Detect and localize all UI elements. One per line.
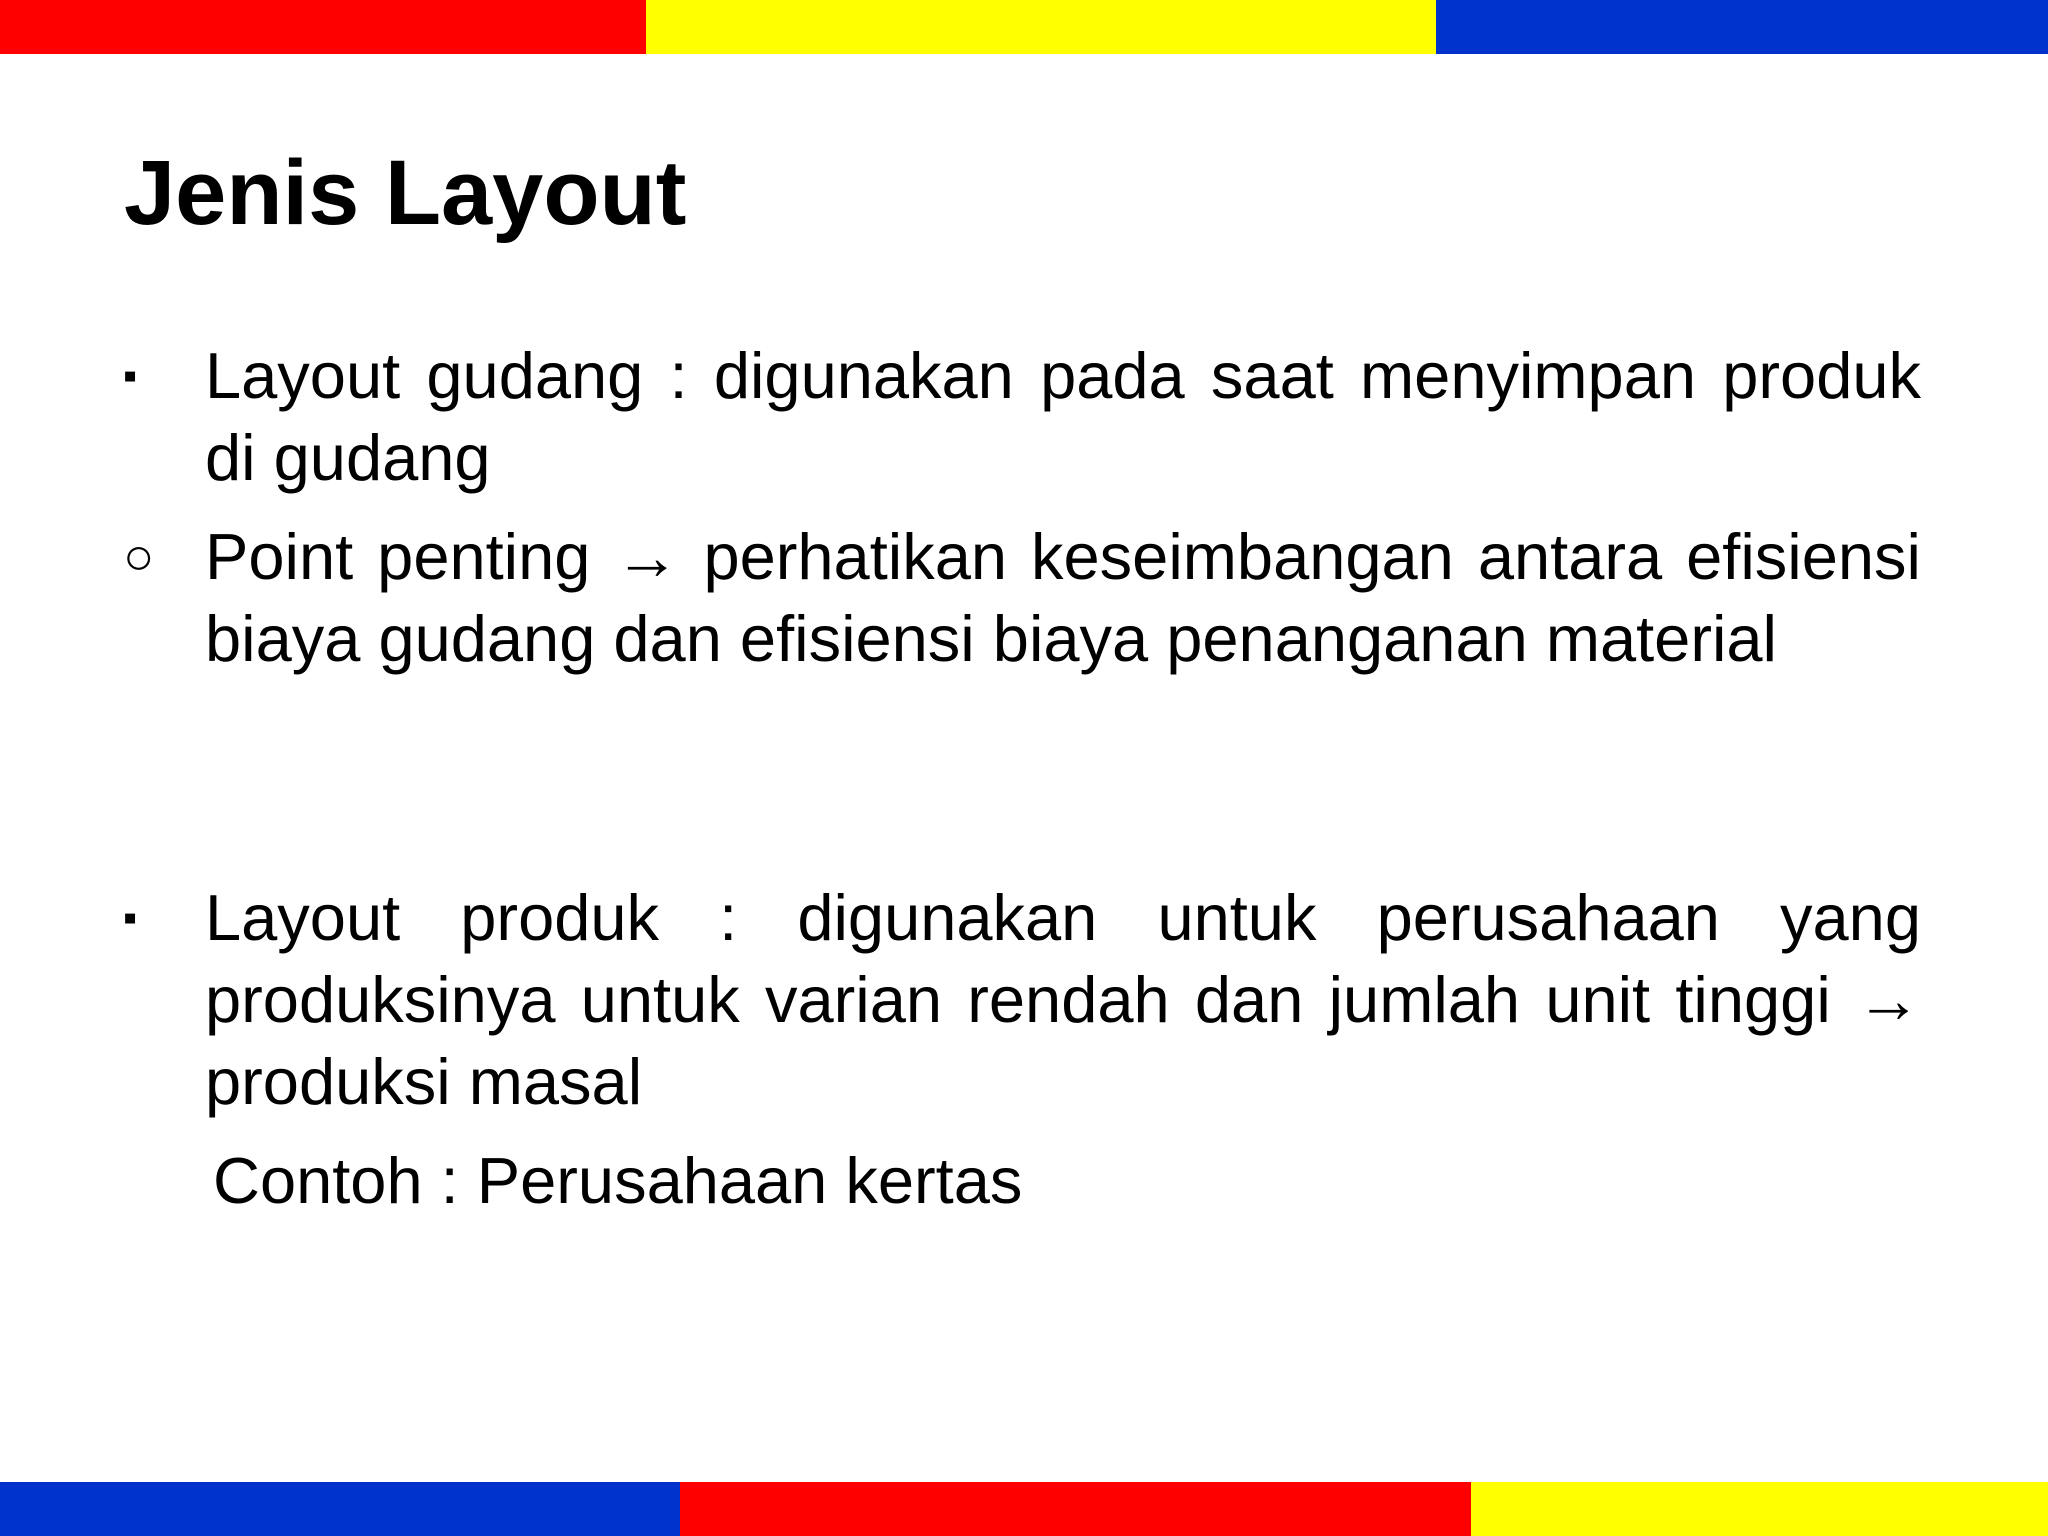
square-bullet-icon: ▪ xyxy=(123,896,138,940)
bottom-color-stripe xyxy=(0,1482,2048,1536)
circle-bullet-icon: ○ xyxy=(123,528,155,586)
bullet-item-point-penting xyxy=(123,516,1921,680)
red-stripe-segment xyxy=(680,1482,1471,1536)
square-bullet-icon: ▪ xyxy=(123,354,138,398)
bullet-item-layout-produk xyxy=(123,877,1921,1123)
blue-stripe-segment xyxy=(0,1482,680,1536)
bullet-item-layout-gudang xyxy=(123,335,1921,499)
top-color-stripe xyxy=(0,0,2048,54)
bullet-text: Layout gudang : digunakan pada saat menyimpan produk di gudang xyxy=(205,339,1921,494)
red-stripe-segment xyxy=(0,0,646,54)
slide-title: Jenis Layout xyxy=(124,142,687,244)
example-note: Contoh : Perusahaan kertas xyxy=(213,1144,1023,1217)
bullet-text: Point penting → perhatikan keseimbangan antara efisiensi biaya gudang dan efisiensi biaya penanganan material xyxy=(205,520,1921,675)
yellow-stripe-segment xyxy=(646,0,1436,54)
bullet-text: Layout produk : digunakan untuk perusahaan yang produksinya untuk varian rendah dan jumlah unit tinggi → produksi masal xyxy=(205,881,1921,1118)
yellow-stripe-segment xyxy=(1471,1482,2048,1536)
blue-stripe-segment xyxy=(1436,0,2048,54)
